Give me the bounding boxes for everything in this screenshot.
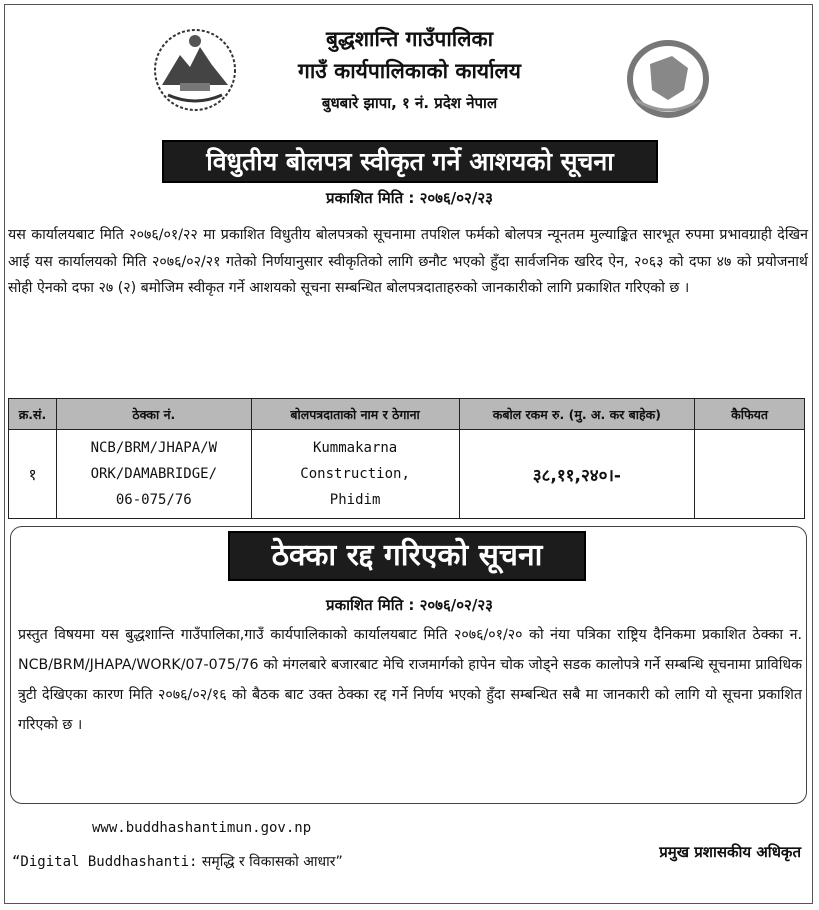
row-bidder: Kummakarna Construction, Phidim (251, 430, 459, 519)
slogan (12, 852, 343, 871)
row-amount: ३८,११,२४०।- (459, 430, 695, 519)
office-name: गाउँ कार्यपालिकाको कार्यालय (298, 59, 521, 83)
signatory: प्रमुख प्रशासकीय अधिकृत (659, 843, 801, 861)
website-url: www.buddhashantimun.gov.np (92, 820, 312, 836)
notice1-body: यस कार्यालयबाट मिति २०७६/०१/२२ मा प्रकाशित विधुतीय बोलपत्रको सूचनामा तपशिल फर्मको बोलपत्र न्यूनतम मुल्याङ्कित सारभूत रुपमा प्रभावग्राही देखिन आई यस कार्यालयको मिति २०७६/०२/२१ गतेको निर्णयानुसार स्वीकृतिको लागि छनौट भएको हुँदा सार्वजनिक खरिद ऐन, २०६३ को दफा ४७ को प्रयोजनार्थ सोही ऐनको दफा २७ (२) बमोजिम स्वीकृत गर्ने आशयको सूचना सम्बन्धित बोलपत्रदाताहरुको जानकारीको लागि प्रकाशित गरिएको छ । (8, 227, 808, 296)
table-header-sn: क्र.सं. (9, 399, 57, 430)
notice2-published-date: प्रकाशित मिति : २०७६/०२/२३ (326, 596, 493, 614)
address: बुधबारे झापा, १ नं. प्रदेश नेपाल (321, 94, 498, 112)
table-header-contract-no: ठेक्का नं. (56, 399, 251, 430)
notice1-published-date: प्रकाशित मिति : २०७६/०२/२३ (326, 189, 493, 207)
table-header-remarks: कैफियत (695, 399, 805, 430)
table-header-row (9, 399, 805, 430)
notice2-title: ठेक्का रद्द गरिएको सूचना (228, 531, 586, 581)
header (0, 24, 819, 118)
row-remarks (695, 430, 805, 519)
org-name: बुद्धशान्ति गाउँपालिका (325, 27, 494, 51)
notice1-title: विधुतीय बोलपत्र स्वीकृत गर्ने आशयको सूचना (162, 140, 658, 183)
table-header-bidder: बोलपत्रदाताको नाम र ठेगाना (251, 399, 459, 430)
tender-table (8, 398, 805, 519)
notice2-body: प्रस्तुत विषयमा यस बुद्धशान्ति गाउँपालिका,गाउँ कार्यपालिकाको कार्यालयबाट मिति २०७६/०१/२० को नंया पत्रिका राष्ट्रिय दैनिकमा प्रकाशित ठेक्का न. NCB/BRM/JHAPA/WORK/07-075/76 को मंगलबारे बजारबाट मेचि राजमार्गको हापेन चोक जोड्ने सडक कालोपत्रे गर्ने सम्बन्धि सूचनामा प्राविधिक त्रुटी देखिएका कारण मिति २०७६/०२/१६ को बैठक बाट उक्त ठेक्का रद्द गर्ने निर्णय भएको हुँदा सम्बन्धित सबै मा जानकारी को लागि यो सूचना प्रकाशित गरिएको छ । (18, 627, 802, 733)
table-row (9, 430, 805, 519)
row-contract-no: NCB/BRM/JHAPA/WORK/DAMABRIDGE/06-075/76 (56, 430, 251, 519)
slogan-en: “Digital Buddhashanti: (12, 854, 198, 870)
slogan-ne: समृद्धि र विकासको आधार” (197, 854, 343, 870)
row-sn: १ (9, 430, 57, 519)
table-header-amount: कबोल रकम रु. (मु. अ. कर बाहेक) (459, 399, 695, 430)
